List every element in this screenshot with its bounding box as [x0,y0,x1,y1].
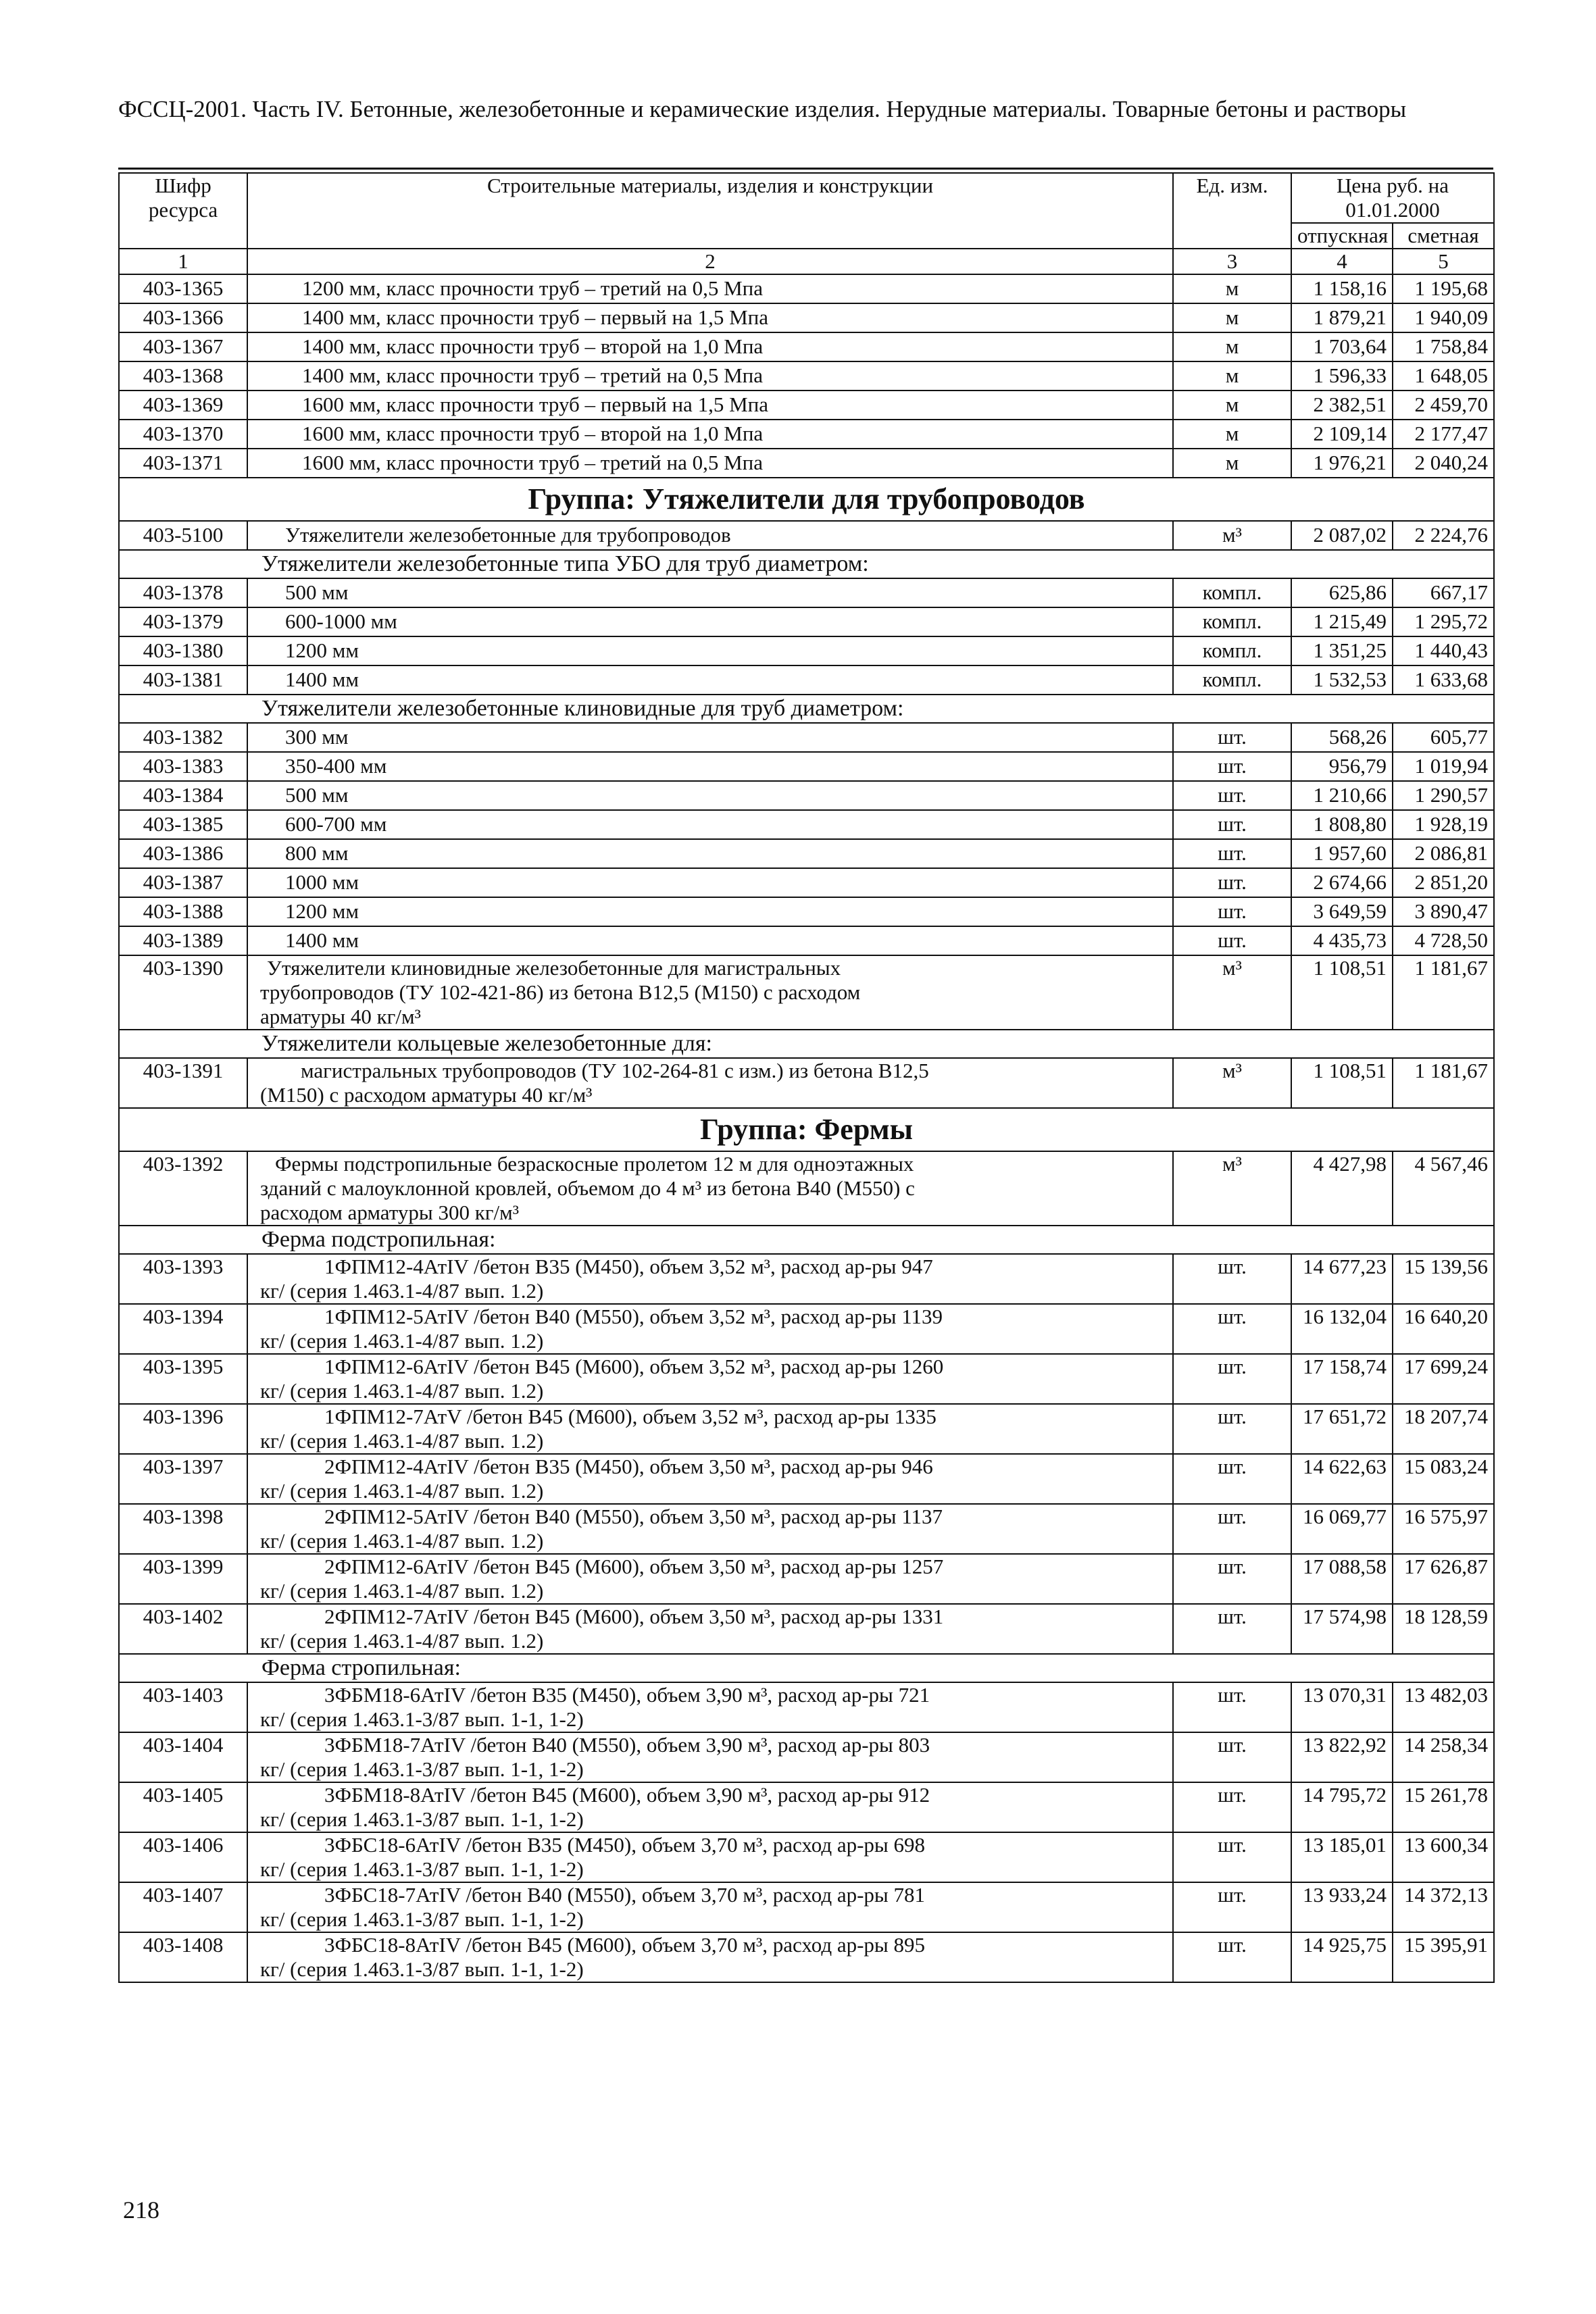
release-price: 2 674,66 [1291,868,1393,897]
table-row [119,1604,1494,1654]
item-name: 1400 мм, класс прочности труб – второй на 1,0 Мпа [247,332,1173,361]
estimate-price: 15 261,78 [1393,1782,1494,1832]
unit: шт. [1173,1404,1291,1454]
subgroup-title: Утяжелители железобетонные клиновидные для труб диаметром: [119,695,1494,723]
unit: шт. [1173,1454,1291,1504]
col-number: 4 [1291,249,1393,274]
estimate-price: 605,77 [1393,723,1494,752]
unit: шт. [1173,868,1291,897]
resource-code: 403-1383 [119,752,247,781]
table-row [119,1504,1494,1554]
unit: шт. [1173,752,1291,781]
unit: шт. [1173,839,1291,868]
release-price: 1 879,21 [1291,303,1393,332]
item-name: 3ФБМ18-8АтIV /бетон В45 (М600), объем 3,90 м³, расход ар-ры 912 кг/ (серия 1.463.1-3/87 вып. 1-1, 1-2) [247,1782,1173,1832]
table-row [119,810,1494,839]
table-row [119,1254,1494,1304]
unit: м³ [1173,955,1291,1030]
estimate-price: 2 040,24 [1393,449,1494,478]
unit: м [1173,420,1291,449]
estimate-price: 4 728,50 [1393,926,1494,955]
estimate-price: 1 195,68 [1393,274,1494,303]
unit: м [1173,391,1291,420]
unit: шт. [1173,1254,1291,1304]
estimate-price: 2 459,70 [1393,391,1494,420]
table-row [119,1782,1494,1832]
unit: шт. [1173,781,1291,810]
item-name: 1000 мм [247,868,1173,897]
item-name: 1ФПМ12-4АтIV /бетон В35 (М450), объем 3,52 м³, расход ар-ры 947 кг/ (серия 1.463.1-4/87 вып. 1.2) [247,1254,1173,1304]
estimate-price: 14 258,34 [1393,1732,1494,1782]
resource-code: 403-1367 [119,332,247,361]
resource-code: 403-1369 [119,391,247,420]
resource-code: 403-1402 [119,1604,247,1654]
release-price: 1 108,51 [1291,1058,1393,1108]
release-price: 13 933,24 [1291,1882,1393,1932]
table-row [119,1732,1494,1782]
table-row [119,361,1494,391]
col-header-price: Цена руб. на 01.01.2000 [1291,173,1494,223]
estimate-price: 15 395,91 [1393,1932,1494,1982]
release-price: 1 158,16 [1291,274,1393,303]
estimate-price: 15 083,24 [1393,1454,1494,1504]
release-price: 4 427,98 [1291,1151,1393,1226]
unit: м³ [1173,1058,1291,1108]
table-row [119,1932,1494,1982]
col-header-name: Строительные материалы, изделия и конструкции [247,173,1173,249]
item-name: 1600 мм, класс прочности труб – первый на 1,5 Мпа [247,391,1173,420]
estimate-price: 13 482,03 [1393,1682,1494,1732]
resource-code: 403-1381 [119,665,247,695]
resource-code: 403-1387 [119,868,247,897]
release-price: 1 957,60 [1291,839,1393,868]
release-price: 1 532,53 [1291,665,1393,695]
release-price: 4 435,73 [1291,926,1393,955]
estimate-price: 667,17 [1393,578,1494,607]
release-price: 1 215,49 [1291,607,1393,636]
release-price: 2 087,02 [1291,521,1393,550]
release-price: 568,26 [1291,723,1393,752]
resource-code: 403-1388 [119,897,247,926]
table-row [119,839,1494,868]
table-row [119,1832,1494,1882]
release-price: 1 976,21 [1291,449,1393,478]
item-name: 1400 мм, класс прочности труб – третий на 0,5 Мпа [247,361,1173,391]
estimate-price: 1 633,68 [1393,665,1494,695]
item-name: 3ФБС18-7АтIV /бетон В40 (М550), объем 3,70 м³, расход ар-ры 781 кг/ (серия 1.463.1-3/87 вып. 1-1, 1-2) [247,1882,1173,1932]
release-price: 14 925,75 [1291,1932,1393,1982]
col-header-estimate-price: сметная [1393,223,1494,249]
column-number-row [119,249,1494,274]
item-name: 500 мм [247,578,1173,607]
release-price: 3 649,59 [1291,897,1393,926]
resource-code: 403-1390 [119,955,247,1030]
estimate-price: 17 626,87 [1393,1554,1494,1604]
release-price: 956,79 [1291,752,1393,781]
resource-code: 403-1391 [119,1058,247,1108]
release-price: 1 596,33 [1291,361,1393,391]
col-number: 1 [119,249,247,274]
resource-code: 403-1396 [119,1404,247,1454]
estimate-price: 2 177,47 [1393,420,1494,449]
resource-code: 403-1403 [119,1682,247,1732]
resource-code: 403-1397 [119,1454,247,1504]
subgroup-title: Ферма подстропильная: [119,1226,1494,1254]
col-number: 3 [1173,249,1291,274]
release-price: 1 210,66 [1291,781,1393,810]
subgroup-row [119,1030,1494,1058]
estimate-price: 4 567,46 [1393,1151,1494,1226]
table-row [119,1151,1494,1226]
estimate-price: 16 575,97 [1393,1504,1494,1554]
unit: шт. [1173,723,1291,752]
table-row [119,1304,1494,1354]
release-price: 14 622,63 [1291,1454,1393,1504]
col-header-unit: Ед. изм. [1173,173,1291,249]
table-header-row [119,173,1494,223]
rows-top [119,274,1494,478]
item-name: 3ФБС18-6АтIV /бетон В35 (М450), объем 3,70 м³, расход ар-ры 698 кг/ (серия 1.463.1-3/87 вып. 1-1, 1-2) [247,1832,1173,1882]
col-header-release-price: отпускная [1291,223,1393,249]
estimate-price: 17 699,24 [1393,1354,1494,1404]
col-number: 5 [1393,249,1494,274]
resource-code: 403-1386 [119,839,247,868]
unit: компл. [1173,578,1291,607]
estimate-price: 1 181,67 [1393,955,1494,1030]
estimate-price: 1 758,84 [1393,332,1494,361]
item-name: 300 мм [247,723,1173,752]
estimate-price: 15 139,56 [1393,1254,1494,1304]
release-price: 1 703,64 [1291,332,1393,361]
table-row [119,420,1494,449]
table-row [119,1682,1494,1732]
item-name: 1ФПМ12-7АтV /бетон В45 (М600), объем 3,52 м³, расход ар-ры 1335 кг/ (серия 1.463.1-4/87 вып. 1.2) [247,1404,1173,1454]
group-row [119,1108,1494,1151]
table-row [119,1882,1494,1932]
release-price: 17 574,98 [1291,1604,1393,1654]
col-header-code: Шифр ресурса [119,173,247,249]
release-price: 2 382,51 [1291,391,1393,420]
unit: шт. [1173,1732,1291,1782]
resource-code: 403-1370 [119,420,247,449]
estimate-price: 13 600,34 [1393,1832,1494,1882]
unit: шт. [1173,1554,1291,1604]
item-name: 1400 мм, класс прочности труб – первый на 1,5 Мпа [247,303,1173,332]
table-row [119,665,1494,695]
unit: шт. [1173,1604,1291,1654]
release-price: 16 069,77 [1291,1504,1393,1554]
item-name: 1600 мм, класс прочности труб – второй на 1,0 Мпа [247,420,1173,449]
table-row [119,1354,1494,1404]
release-price: 625,86 [1291,578,1393,607]
resource-code: 403-1405 [119,1782,247,1832]
resource-code: 403-1398 [119,1504,247,1554]
unit: компл. [1173,607,1291,636]
subgroup-row [119,550,1494,578]
resource-code: 403-1382 [119,723,247,752]
table-row [119,868,1494,897]
item-name: 3ФБМ18-7АтIV /бетон В40 (М550), объем 3,90 м³, расход ар-ры 803 кг/ (серия 1.463.1-3/87 вып. 1-1, 1-2) [247,1732,1173,1782]
table-row [119,781,1494,810]
resource-code: 403-1408 [119,1932,247,1982]
table-row [119,607,1494,636]
item-name: 1600 мм, класс прочности труб – третий на 0,5 Мпа [247,449,1173,478]
resource-code: 403-1378 [119,578,247,607]
resource-code: 403-1407 [119,1882,247,1932]
unit: м [1173,303,1291,332]
release-price: 16 132,04 [1291,1304,1393,1354]
header-rule [118,168,1493,170]
unit: шт. [1173,810,1291,839]
table-row [119,723,1494,752]
group-weights [119,478,1494,521]
unit: шт. [1173,1304,1291,1354]
resource-code: 403-1404 [119,1732,247,1782]
estimate-price: 3 890,47 [1393,897,1494,926]
item-name: 1200 мм, класс прочности труб – третий на 0,5 Мпа [247,274,1173,303]
unit: шт. [1173,897,1291,926]
release-price: 17 088,58 [1291,1554,1393,1604]
subgroup-row [119,1226,1494,1254]
estimate-price: 1 295,72 [1393,607,1494,636]
subgroup-title: Утяжелители железобетонные типа УБО для труб диаметром: [119,550,1494,578]
item-name: 2ФПМ12-7АтIV /бетон В45 (М600), объем 3,50 м³, расход ар-ры 1331 кг/ (серия 1.463.1-4/87 вып. 1.2) [247,1604,1173,1654]
page-number: 218 [123,2196,159,2223]
unit: компл. [1173,636,1291,665]
table-row [119,391,1494,420]
item-name: 600-1000 мм [247,607,1173,636]
resource-code: 403-1395 [119,1354,247,1404]
item-name: 1ФПМ12-5АтIV /бетон В40 (М550), объем 3,52 м³, расход ар-ры 1139 кг/ (серия 1.463.1-4/87 вып. 1.2) [247,1304,1173,1354]
group-title: Группа: Утяжелители для трубопроводов [119,478,1494,521]
col-number: 2 [247,249,1173,274]
resource-code: 403-1406 [119,1832,247,1882]
unit: шт. [1173,1882,1291,1932]
estimate-price: 18 207,74 [1393,1404,1494,1454]
resource-code: 403-1366 [119,303,247,332]
item-name: 1200 мм [247,897,1173,926]
item-name: 2ФПМ12-4АтIV /бетон В35 (М450), объем 3,50 м³, расход ар-ры 946 кг/ (серия 1.463.1-4/87 вып. 1.2) [247,1454,1173,1504]
estimate-price: 14 372,13 [1393,1882,1494,1932]
release-price: 2 109,14 [1291,420,1393,449]
resource-code: 403-1380 [119,636,247,665]
release-price: 14 677,23 [1291,1254,1393,1304]
item-name: 600-700 мм [247,810,1173,839]
release-price: 13 822,92 [1291,1732,1393,1782]
estimate-price: 1 181,67 [1393,1058,1494,1108]
estimate-price: 16 640,20 [1393,1304,1494,1354]
table-row [119,926,1494,955]
unit: шт. [1173,1932,1291,1982]
subgroup-title: Утяжелители кольцевые железобетонные для: [119,1030,1494,1058]
unit: м³ [1173,521,1291,550]
resource-code: 403-1389 [119,926,247,955]
unit: м³ [1173,1151,1291,1226]
item-name: 2ФПМ12-5АтIV /бетон В40 (М550), объем 3,50 м³, расход ар-ры 1137 кг/ (серия 1.463.1-4/87 вып. 1.2) [247,1504,1173,1554]
item-name: магистральных трубопроводов (ТУ 102-264-81 с изм.) из бетона В12,5 (М150) с расходом арматуры 40 кг/м³ [247,1058,1173,1108]
estimate-price: 18 128,59 [1393,1604,1494,1654]
subgroup-row [119,695,1494,723]
table-row [119,521,1494,550]
resource-code: 403-1394 [119,1304,247,1354]
item-name: Фермы подстропильные безраскосные пролетом 12 м для одноэтажных зданий с малоуклонной кровлей, объемом до 4 м³ из бетона В40 (М550) с расходом арматуры 300 кг/м³ [247,1151,1173,1226]
release-price: 13 070,31 [1291,1682,1393,1732]
release-price: 1 351,25 [1291,636,1393,665]
release-price: 13 185,01 [1291,1832,1393,1882]
resource-code: 403-1393 [119,1254,247,1304]
resource-code: 403-1368 [119,361,247,391]
table-row [119,752,1494,781]
estimate-price: 1 940,09 [1393,303,1494,332]
item-name: 3ФБМ18-6АтIV /бетон В35 (М450), объем 3,90 м³, расход ар-ры 721 кг/ (серия 1.463.1-3/87 вып. 1-1, 1-2) [247,1682,1173,1732]
table-row [119,897,1494,926]
unit: м [1173,449,1291,478]
unit: шт. [1173,1832,1291,1882]
item-name: 500 мм [247,781,1173,810]
item-name: 1200 мм [247,636,1173,665]
item-name: 800 мм [247,839,1173,868]
table-row [119,1058,1494,1108]
release-price: 1 108,51 [1291,955,1393,1030]
unit: шт. [1173,926,1291,955]
table-row [119,449,1494,478]
item-name: 2ФПМ12-6АтIV /бетон В45 (М600), объем 3,50 м³, расход ар-ры 1257 кг/ (серия 1.463.1-4/87 вып. 1.2) [247,1554,1173,1604]
estimate-price: 2 086,81 [1393,839,1494,868]
subgroup-row [119,1654,1494,1682]
item-name: Утяжелители железобетонные для трубопроводов [247,521,1173,550]
resource-code: 403-5100 [119,521,247,550]
table-row [119,274,1494,303]
group-title: Группа: Фермы [119,1108,1494,1151]
resource-code: 403-1399 [119,1554,247,1604]
resource-code: 403-1365 [119,274,247,303]
table-row [119,955,1494,1030]
table-row [119,1404,1494,1454]
table-row [119,1554,1494,1604]
unit: шт. [1173,1504,1291,1554]
item-name: 1400 мм [247,926,1173,955]
group-row [119,478,1494,521]
unit: м [1173,361,1291,391]
release-price: 17 651,72 [1291,1404,1393,1454]
release-price: 14 795,72 [1291,1782,1393,1832]
table-row [119,332,1494,361]
table-row [119,636,1494,665]
price-table [118,172,1495,1983]
estimate-price: 2 851,20 [1393,868,1494,897]
item-name: 1ФПМ12-6АтIV /бетон В45 (М600), объем 3,52 м³, расход ар-ры 1260 кг/ (серия 1.463.1-4/87 вып. 1.2) [247,1354,1173,1404]
release-price: 1 808,80 [1291,810,1393,839]
estimate-price: 1 648,05 [1393,361,1494,391]
table-row [119,578,1494,607]
unit: м [1173,274,1291,303]
item-name: Утяжелители клиновидные железобетонные для магистральных трубопроводов (ТУ 102-421-86) из бетона В12,5 (М150) с расходом арматуры 40 кг/м³ [247,955,1173,1030]
estimate-price: 1 440,43 [1393,636,1494,665]
table-row [119,1454,1494,1504]
resource-code: 403-1371 [119,449,247,478]
document-header: ФССЦ-2001. Часть IV. Бетонные, железобетонные и керамические изделия. Нерудные материалы. Товарные бетоны и растворы [118,96,1407,122]
unit: компл. [1173,665,1291,695]
unit: шт. [1173,1354,1291,1404]
estimate-price: 2 224,76 [1393,521,1494,550]
resource-code: 403-1384 [119,781,247,810]
item-name: 3ФБС18-8АтIV /бетон В45 (М600), объем 3,70 м³, расход ар-ры 895 кг/ (серия 1.463.1-3/87 вып. 1-1, 1-2) [247,1932,1173,1982]
table-row [119,303,1494,332]
resource-code: 403-1379 [119,607,247,636]
unit: шт. [1173,1682,1291,1732]
unit: шт. [1173,1782,1291,1832]
resource-code: 403-1385 [119,810,247,839]
item-name: 1400 мм [247,665,1173,695]
release-price: 17 158,74 [1291,1354,1393,1404]
estimate-price: 1 928,19 [1393,810,1494,839]
subgroup-title: Ферма стропильная: [119,1654,1494,1682]
estimate-price: 1 290,57 [1393,781,1494,810]
unit: м [1173,332,1291,361]
item-name: 350-400 мм [247,752,1173,781]
estimate-price: 1 019,94 [1393,752,1494,781]
resource-code: 403-1392 [119,1151,247,1226]
